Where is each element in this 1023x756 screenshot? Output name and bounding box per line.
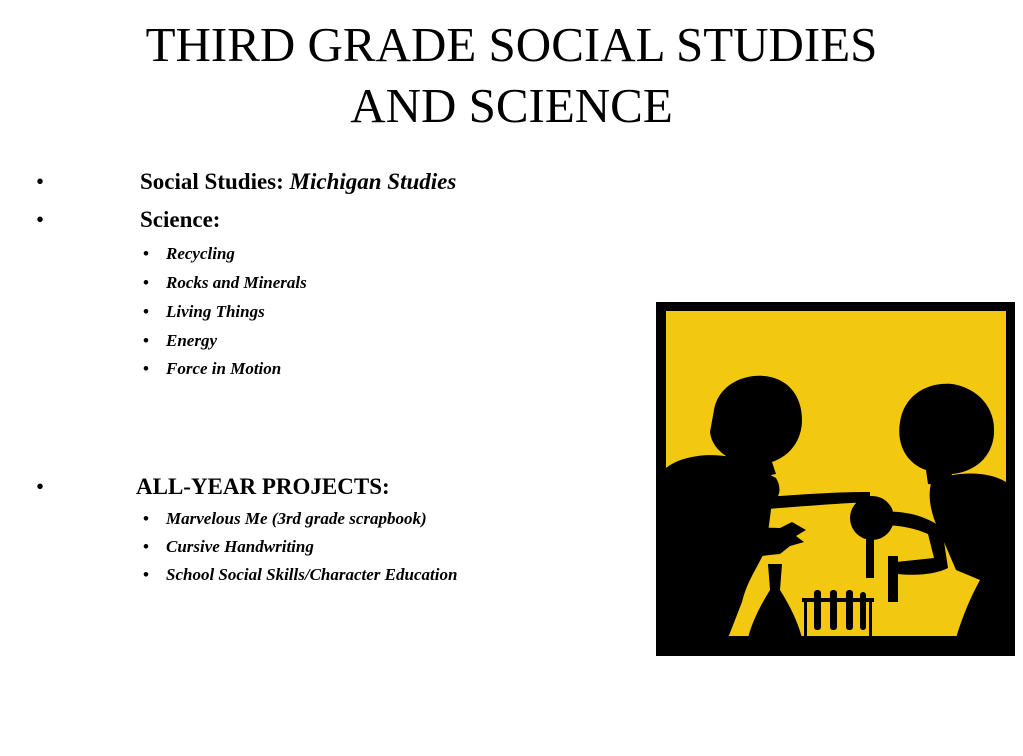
science-topic: Energy (166, 331, 217, 350)
bullet: • (36, 207, 45, 232)
list-item (0, 244, 640, 266)
list-item (0, 302, 640, 324)
bullet: • (36, 474, 45, 499)
science-item (0, 207, 640, 237)
sub-bullet: • (143, 244, 149, 263)
title-line-1: THIRD GRADE SOCIAL STUDIES (145, 17, 878, 72)
title-line-2: AND SCIENCE (350, 78, 673, 133)
sub-bullet: • (143, 302, 149, 321)
project-item: Cursive Handwriting (166, 537, 314, 556)
projects-item (0, 474, 640, 504)
sub-bullet: • (143, 537, 149, 556)
science-topic: Recycling (166, 244, 235, 263)
social-studies-item (0, 169, 640, 199)
sub-bullet: • (143, 565, 149, 584)
list-item (0, 273, 640, 295)
slide-title (0, 14, 1023, 136)
list-item (0, 565, 640, 587)
science-topic: Living Things (166, 302, 265, 321)
science-topic: Rocks and Minerals (166, 273, 307, 292)
social-studies-value: Michigan Studies (289, 169, 457, 194)
list-item (0, 331, 640, 353)
sub-bullet: • (143, 273, 149, 292)
projects-label: ALL-YEAR PROJECTS: (136, 474, 390, 499)
list-item (0, 359, 640, 381)
sub-bullet: • (143, 331, 149, 350)
list-item (0, 509, 640, 531)
scientists-experiment-icon (656, 302, 1015, 656)
project-item: Marvelous Me (3rd grade scrapbook) (166, 509, 427, 528)
sub-bullet: • (143, 359, 149, 378)
bullet: • (36, 169, 45, 194)
science-label: Science: (140, 207, 221, 232)
science-topic: Force in Motion (166, 359, 282, 378)
list-item (0, 537, 640, 559)
project-item: School Social Skills/Character Education (166, 565, 458, 584)
sub-bullet: • (143, 509, 149, 528)
social-studies-label: Social Studies: (140, 169, 284, 194)
